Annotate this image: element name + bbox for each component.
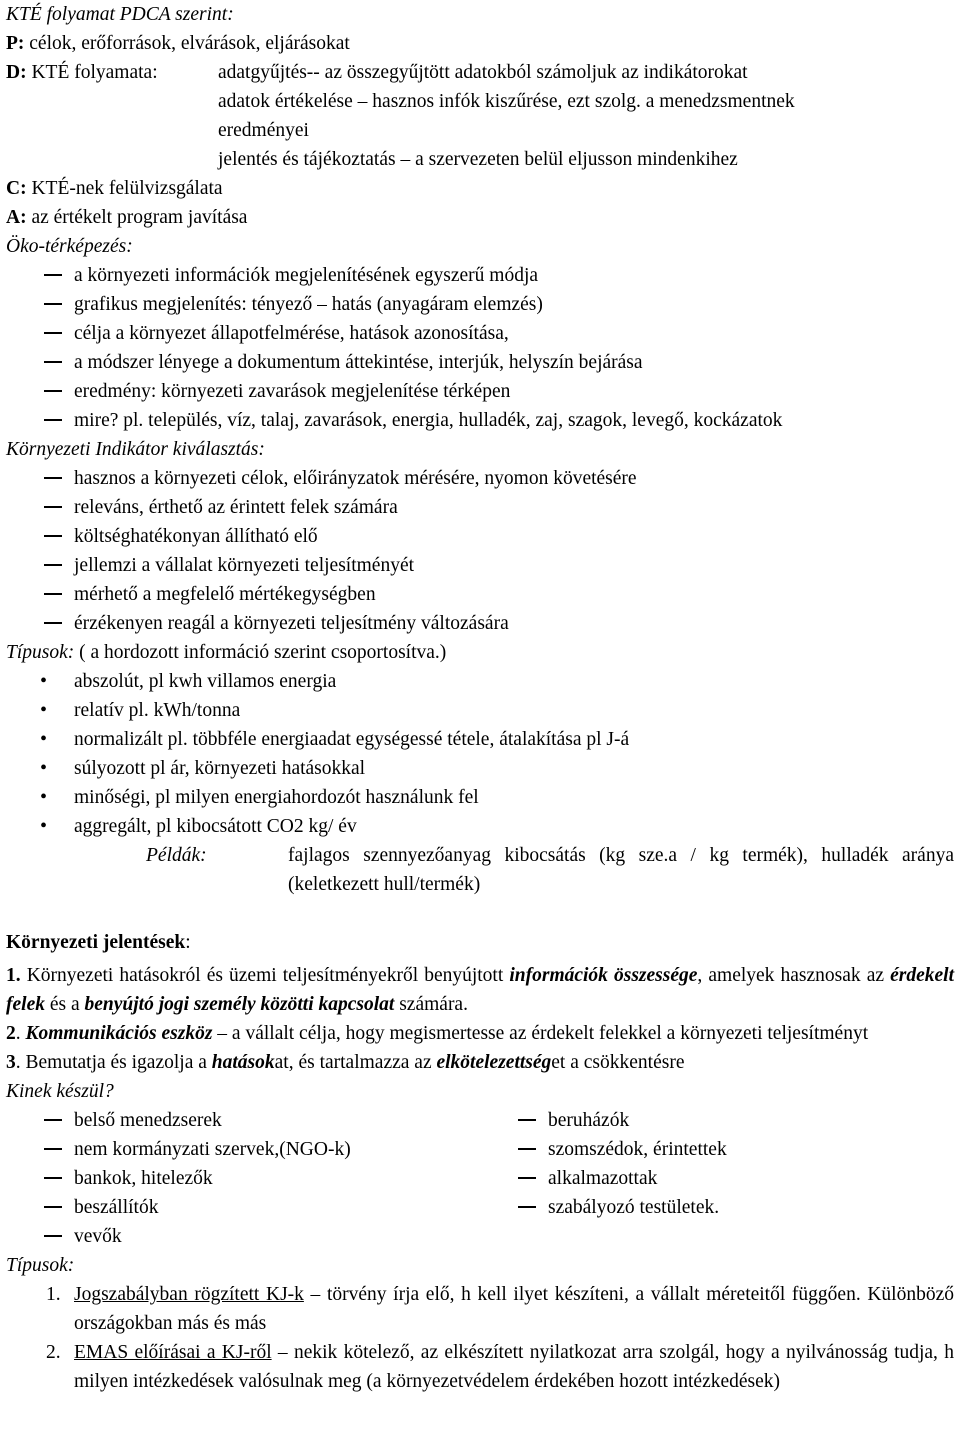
- do-line-2: eredményei: [218, 120, 309, 141]
- audience-item: alkalmazottak: [480, 1164, 954, 1193]
- pdca-plan: [6, 29, 954, 58]
- do-label: [6, 58, 218, 87]
- eco-item: a módszer lényege a dokumentum áttekintése, interjúk, helyszín bejárása: [6, 348, 954, 377]
- check-text: KTÉ-nek felülvizsgálata: [26, 178, 223, 199]
- pdca-act: [6, 203, 954, 232]
- p2-num: 2: [6, 1023, 16, 1044]
- p3-text-a: . Bemutatja és igazolja a: [15, 1052, 212, 1073]
- do-line-1: adatok értékelése – hasznos infók kiszűrése, ezt szolg. a menedzsmentnek: [218, 91, 795, 112]
- plan-key: P:: [6, 33, 25, 54]
- audience-item: szomszédok, érintettek: [480, 1135, 954, 1164]
- indicator-item: mérhető a megfelelő mértékegységben: [6, 580, 954, 609]
- p3-text-e: et a csökkentésre: [551, 1052, 685, 1073]
- type-item: • minőségi, pl milyen energiahordozót használunk fel: [6, 783, 954, 812]
- report-type-item: [6, 1338, 954, 1396]
- indicator-item: jellemzi a vállalat környezeti teljesítményét: [6, 551, 954, 580]
- p3-text-b: hatások: [211, 1052, 275, 1073]
- p1-text-b: információk összessége: [509, 965, 698, 986]
- type-item: • abszolút, pl kwh villamos energia: [6, 667, 954, 696]
- type-item: • súlyozott pl ár, környezeti hatásokkal: [6, 754, 954, 783]
- report-type-text: [74, 1280, 954, 1338]
- type-item: • relatív pl. kWh/tonna: [6, 696, 954, 725]
- audience-columns: [6, 1106, 954, 1251]
- eco-title: Öko-térképezés:: [6, 236, 133, 257]
- report-type-text: [74, 1338, 954, 1396]
- do-line-3: jelentés és tájékoztatás – a szervezeten belül eljusson mindenkihez: [218, 149, 738, 170]
- audience-left: [6, 1106, 480, 1251]
- do-line-0: adatgyűjtés-- az összegyűjtött adatokból számoljuk az indikátorokat: [218, 62, 748, 83]
- check-key: C:: [6, 178, 27, 199]
- eco-item: eredmény: környezeti zavarások megjelenítése térképen: [6, 377, 954, 406]
- eco-item: célja a környezet állapotfelmérése, hatások azonosítása,: [6, 319, 954, 348]
- spacer: [6, 899, 954, 928]
- audience-right: [480, 1106, 954, 1251]
- audience-title: Kinek készül?: [6, 1081, 114, 1102]
- types-heading: [6, 638, 954, 667]
- type-item: • normalizált pl. többféle energiaadat egységessé tétele, átalakítása pl J-á: [6, 725, 954, 754]
- pdca-check: [6, 174, 954, 203]
- p2-dot: .: [15, 1023, 21, 1044]
- audience-item: beruházók: [480, 1106, 954, 1135]
- indicator-item: költséghatékonyan állítható elő: [6, 522, 954, 551]
- report-type-link: EMAS előírásai a KJ-ről: [74, 1342, 272, 1363]
- act-text: az értékelt program javítása: [26, 207, 248, 228]
- reports-heading: [6, 928, 954, 957]
- audience-item: vevők: [6, 1222, 480, 1251]
- p1-num: 1.: [6, 965, 21, 986]
- eco-item: a környezeti információk megjelenítésének egyszerű módja: [6, 261, 954, 290]
- report-type-num: 2.: [46, 1342, 61, 1363]
- p2-text-a: Kommunikációs eszköz: [25, 1023, 213, 1044]
- examples-text: fajlagos szennyezőanyag kibocsátás (kg sze.a / kg termék), hulladék aránya (keletkezett hull/termék): [288, 845, 954, 895]
- audience-item: nem kormányzati szervek,(NGO-k): [6, 1135, 480, 1164]
- audience-item: beszállítók: [6, 1193, 480, 1222]
- p1-text-c: , amelyek hasznosak az: [697, 965, 891, 986]
- p1-text-f: benyújtó jogi személy közötti kapcsolat: [84, 994, 395, 1015]
- p2-text-b: – a vállalt célja, hogy megismertesse az érdekelt felekkel a környezeti teljesítményt: [212, 1023, 869, 1044]
- p1-text-g: számára.: [394, 994, 468, 1015]
- p1-text-a: Környezeti hatásokról és üzemi teljesítményekről benyújtott: [20, 965, 510, 986]
- report-type-item: [6, 1280, 954, 1338]
- indicator-item: érzékenyen reagál a környezeti teljesítmény változására: [6, 609, 954, 638]
- pdca-do: [6, 58, 954, 87]
- audience-item: bankok, hitelezők: [6, 1164, 480, 1193]
- do-label-text: KTÉ folyamata:: [26, 62, 158, 83]
- pdca-title: KTÉ folyamat PDCA szerint:: [6, 4, 234, 25]
- report-paragraph-2: [6, 1019, 954, 1048]
- type-item: • aggregált, pl kibocsátott CO2 kg/ év: [6, 812, 954, 841]
- report-paragraph-3: [6, 1048, 954, 1077]
- report-paragraph-1: [6, 961, 954, 1019]
- audience-item: belső menedzserek: [6, 1106, 480, 1135]
- p3-text-c: at, és tartalmazza az: [274, 1052, 437, 1073]
- report-type-desc: – nekik kötelező, az elkészített nyilatkozat arra szolgál, hogy a nyilvánosság tudja, h milyen intézkedések valósulnak meg (a környezetvédelem érdekében hozott intézkedések): [74, 1342, 954, 1392]
- do-key: D:: [6, 62, 27, 83]
- examples-label: Példák:: [146, 845, 207, 866]
- report-type-number: [6, 1280, 74, 1338]
- examples: [6, 841, 954, 899]
- indicator-item: releváns, érthető az érintett felek számára: [6, 493, 954, 522]
- audience-item: szabályozó testületek.: [480, 1193, 954, 1222]
- indicator-item: hasznos a környezeti célok, előirányzatok mérésére, nyomon követésére: [6, 464, 954, 493]
- p3-num: 3: [6, 1052, 16, 1073]
- eco-item: mire? pl. település, víz, talaj, zavarások, energia, hulladék, zaj, szagok, levegő, kockázatok: [6, 406, 954, 435]
- reports-title: Környezeti jelentések: [6, 932, 186, 953]
- types-title: Típusok:: [6, 642, 75, 663]
- reports-title-colon: :: [185, 932, 191, 953]
- p3-text-d: elkötelezettség: [436, 1052, 552, 1073]
- p1-text-e: és a: [44, 994, 85, 1015]
- eco-item: grafikus megjelenítés: tényező – hatás (anyagáram elemzés): [6, 290, 954, 319]
- report-type-link: Jogszabályban rögzített KJ-k: [74, 1284, 304, 1305]
- report-type-num: 1.: [46, 1284, 61, 1305]
- report-type-number: [6, 1338, 74, 1396]
- indicator-title: Környezeti Indikátor kiválasztás:: [6, 439, 265, 460]
- types-subtitle: ( a hordozott információ szerint csoportosítva.): [74, 642, 447, 663]
- plan-text: célok, erőforrások, elvárások, eljárásokat: [24, 33, 350, 54]
- act-key: A:: [6, 207, 27, 228]
- report-type-desc: – törvény írja elő, h kell ilyet készíteni, a vállalt méreteitől függően. Különböző országokban más és más: [74, 1284, 954, 1334]
- p1-text-d: érdekelt felek: [6, 965, 954, 1015]
- report-types-title: Típusok:: [6, 1255, 75, 1276]
